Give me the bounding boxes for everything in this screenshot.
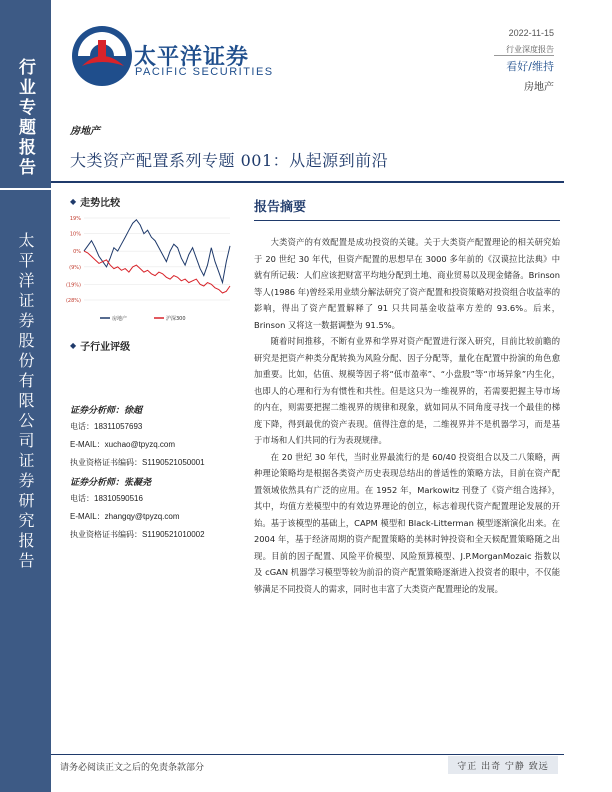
rating: 看好/维持 [506, 60, 554, 73]
chart-ytick-label: (19%) [65, 282, 81, 289]
chart-ytick-label: 19% [69, 216, 81, 222]
abstract-paragraph: 在 20 世纪 30 年代，当时业界最流行的是 60/40 投资组合以及二八策略，两种理论策略均是根据各类资产历史表现总结出的普适性的策略方法，目前在资产配置领域依然具有广泛的应用。在 1952 年，Markowitz 刊登了《资产组合选择》，其中，均值方差模型中的有效边界理论的创立，标志着现代资产配置理论发展的开始。基于该模型的基础上，CAPM 模型和 Black-Litterman 模型逐渐演化出来。在 2004 年，基于经济周期的资产配置策略的美林时钟投资和全天候配置策略随之出现。目前的因子配置、风险平价模型、风险预算模型、J.P.MorganMozaic 指数以及 cGAN 机器学习模型等较为前沿的资产配置策略逐渐进入投资者的眼中，不仅能够满足不同投资人的需求，同时也丰富了大类资产配置理论的发展。 [254, 451, 560, 594]
analyst-2-license: 执业资格证书编码：S1190521010002 [70, 530, 205, 539]
chart-ytick-label: (28%) [65, 298, 81, 304]
footer-motto: 守正 出奇 宁静 致远 [448, 756, 558, 774]
analyst-1-phone: 电话：18311057693 [70, 422, 143, 431]
trend-heading-text: 走势比较 [80, 198, 121, 209]
abstract-paragraph: 大类资产的有效配置是成功投资的关键。关于大类资产配置理论的相关研究始于 20 世纪 30 年代，但资产配置的思想早在 3000 多年前的《汉谟拉比法典》中就有所记载：人们应该把财富平均地分配到土地、商业贸易以及现金储备。Brinson 等人(1986 年)曾经采用业绩分解法研究了资产配置和投资策略对投资组合收益率的影响，得出了资产配置解释了 91 只共同基金收益率方差的 93.6%。后来，Brinson 又将这一数据调整为 91.5%。 [254, 237, 560, 330]
analyst-2-email: E-MAIL：zhangqy@tpyzq.com [70, 512, 180, 521]
trend-chart [60, 210, 238, 330]
analyst-1-license: 执业资格证书编码：S1190521050001 [70, 458, 205, 467]
footer-disclaimer: 请务必阅读正文之后的免责条款部分 [60, 763, 205, 773]
report-meta [506, 28, 554, 55]
triangle-bullet-icon: ◆ [70, 197, 77, 206]
sidebar-bottom [0, 232, 51, 572]
title-divider [51, 181, 564, 183]
report-date: 2022-11-15 [508, 28, 554, 38]
sidebar-report-category: 行业专题报告 [15, 58, 35, 178]
sidebar-top [0, 0, 51, 188]
report-type: 行业深度报告 [506, 45, 554, 54]
analyst-2-name: 证券分析师：张凝尧 [70, 478, 152, 488]
logo-english-name: PACIFIC SECURITIES [135, 66, 274, 78]
sub-rating-heading [70, 338, 130, 353]
triangle-bullet-icon: ◆ [70, 341, 77, 350]
analyst-2-phone: 电话：18310590516 [70, 494, 143, 503]
chart-legend-label: 房地产 [112, 316, 128, 322]
footer-divider [51, 754, 564, 755]
abstract-heading: 报告摘要 [254, 200, 307, 215]
abstract-body [254, 234, 560, 597]
header-divider [494, 55, 554, 56]
logo-chinese-name: 太平洋证券 [134, 45, 250, 70]
chart-ytick-label: 0% [73, 249, 81, 256]
chart-legend-label: 沪深300 [166, 316, 186, 322]
sidebar [0, 0, 51, 792]
abstract-divider [254, 220, 560, 221]
header-sector: 房地产 [524, 82, 554, 93]
chart-ytick-label: (9%) [69, 264, 81, 271]
analyst-1-email: E-MAIL：xuchao@tpyzq.com [70, 440, 176, 449]
analyst-1-name: 证券分析师：徐超 [70, 406, 143, 416]
trend-heading [70, 194, 120, 209]
report-title: 大类资产配置系列专题 001：从起源到前沿 [70, 151, 389, 170]
chart-series-line [84, 251, 230, 293]
sub-rating-heading-text: 子行业评级 [80, 342, 131, 353]
chart-ytick-label: 10% [69, 231, 81, 238]
sector-label: 房地产 [70, 126, 100, 137]
sidebar-divider [0, 188, 51, 190]
sidebar-company-label: 太平洋证券股份有限公司证券研究报告 [16, 232, 35, 572]
abstract-paragraph: 随着时间推移，不断有业界和学界对资产配置进行深入研究，目前比较前瞻的研究是把资产种类分配转换为风险分配、因子分配等，量化在配置中扮演的角色愈加重要。比如，估值、规模等因子将“低市盈率”、“小盘股”等“市场异象”内生化，也即人的心理和行为有惯性和共性。但是这只为一维视界的，若需要把握主导市场的内在，则需要把握二维视界的规律和现象，就如同从不同角度寻找一个最佳的梯度下降，得到最优的资产表现。值得注意的是，二维视界并不是机器学习，而是基于市场和人们共同的行为表现规律。 [254, 336, 560, 445]
